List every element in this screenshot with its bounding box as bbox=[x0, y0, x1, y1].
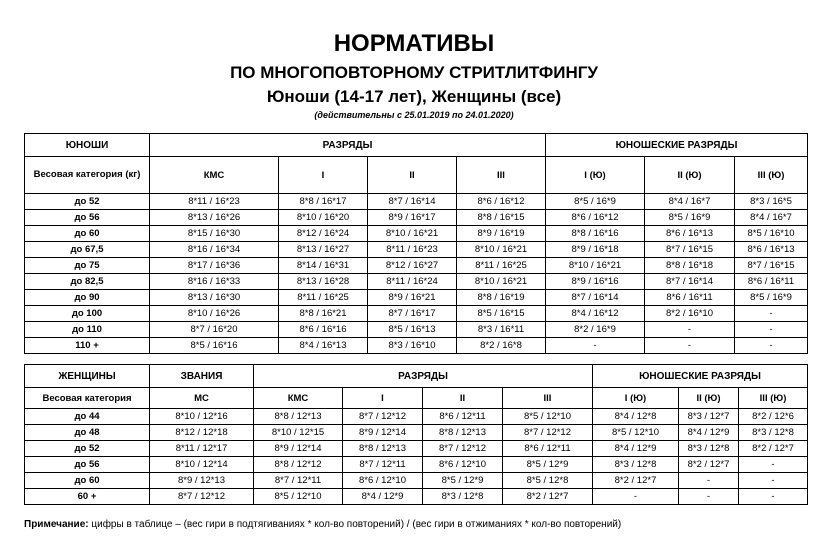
boys-standard-cell: 8*6 / 16*11 bbox=[735, 274, 808, 290]
boys-standard-cell: 8*16 / 16*33 bbox=[150, 274, 279, 290]
women-standard-cell: 8*4 / 12*9 bbox=[593, 441, 679, 457]
boys-standard-cell: 8*5 / 16*9 bbox=[645, 210, 735, 226]
women-weight-category: до 48 bbox=[25, 425, 150, 441]
boys-standard-cell: 8*7 / 16*14 bbox=[645, 274, 735, 290]
women-standard-cell: 8*8 / 12*13 bbox=[423, 425, 503, 441]
women-table-row bbox=[25, 489, 808, 505]
women-col-header: МС bbox=[150, 388, 254, 409]
women-table-row bbox=[25, 409, 808, 425]
women-col-header: I (Ю) bbox=[593, 388, 679, 409]
women-table-row bbox=[25, 441, 808, 457]
boys-standard-cell: 8*15 / 16*30 bbox=[150, 226, 279, 242]
boys-standard-cell: 8*13 / 16*27 bbox=[279, 242, 368, 258]
women-standard-cell: - bbox=[739, 457, 808, 473]
page-subtitle: ПО МНОГОПОВТОРНОМУ СТРИТЛИТФИНГУ bbox=[230, 63, 598, 82]
boys-standard-cell: 8*5 / 16*16 bbox=[150, 338, 279, 354]
women-standard-cell: 8*11 / 12*17 bbox=[150, 441, 254, 457]
women-weight-category: 60 + bbox=[25, 489, 150, 505]
boys-table-row bbox=[25, 242, 808, 258]
boys-col-header: II bbox=[368, 157, 457, 194]
women-standard-cell: 8*8 / 12*12 bbox=[254, 457, 343, 473]
boys-standard-cell: 8*5 / 16*9 bbox=[735, 290, 808, 306]
boys-standard-cell: 8*8 / 16*16 bbox=[546, 226, 645, 242]
boys-standard-cell: 8*9 / 16*17 bbox=[368, 210, 457, 226]
women-standard-cell: 8*10 / 12*15 bbox=[254, 425, 343, 441]
women-standard-cell: 8*5 / 12*10 bbox=[593, 425, 679, 441]
women-standard-cell: 8*5 / 12*9 bbox=[503, 457, 593, 473]
women-weight-category: до 60 bbox=[25, 473, 150, 489]
footnote-text: цифры в таблице – (вес гири в подтягиваниях * кол-во повторений) / (вес гири в отжиманиях * кол-во повторений) bbox=[91, 519, 622, 530]
women-weight-category: до 56 bbox=[25, 457, 150, 473]
women-standard-cell: 8*2 / 12*7 bbox=[503, 489, 593, 505]
boys-standard-cell: 8*13 / 16*26 bbox=[150, 210, 279, 226]
boys-weight-category-header: Весовая категория (кг) bbox=[25, 157, 150, 194]
boys-group-label: ЮНОШИ bbox=[25, 134, 150, 157]
women-standard-cell: - bbox=[593, 489, 679, 505]
boys-standard-cell: 8*11 / 16*25 bbox=[457, 258, 546, 274]
boys-standard-cell: 8*8 / 16*17 bbox=[279, 194, 368, 210]
boys-standard-cell: 8*9 / 16*19 bbox=[457, 226, 546, 242]
boys-standard-cell: - bbox=[645, 322, 735, 338]
women-table-row bbox=[25, 425, 808, 441]
boys-table-row bbox=[25, 210, 808, 226]
boys-table-row bbox=[25, 194, 808, 210]
boys-table-row bbox=[25, 338, 808, 354]
women-standard-cell: 8*5 / 12*10 bbox=[254, 489, 343, 505]
boys-standard-cell: - bbox=[735, 338, 808, 354]
women-standard-cell: 8*2 / 12*7 bbox=[679, 457, 739, 473]
women-standard-cell: 8*7 / 12*12 bbox=[343, 409, 423, 425]
boys-standard-cell: 8*13 / 16*28 bbox=[279, 274, 368, 290]
women-standard-cell: 8*4 / 12*9 bbox=[343, 489, 423, 505]
boys-standard-cell: - bbox=[546, 338, 645, 354]
boys-standard-cell: - bbox=[735, 306, 808, 322]
women-standard-cell: 8*4 / 12*9 bbox=[679, 425, 739, 441]
boys-col-header: I (Ю) bbox=[546, 157, 645, 194]
boys-weight-category: до 52 bbox=[25, 194, 150, 210]
boys-standard-cell: 8*6 / 16*13 bbox=[645, 226, 735, 242]
boys-standard-cell: 8*7 / 16*14 bbox=[368, 194, 457, 210]
boys-standard-cell: 8*8 / 16*15 bbox=[457, 210, 546, 226]
boys-youth-ranks-label: ЮНОШЕСКИЕ РАЗРЯДЫ bbox=[546, 134, 808, 157]
boys-column-header-row bbox=[25, 157, 808, 194]
boys-col-header: I bbox=[279, 157, 368, 194]
boys-standard-cell: 8*9 / 16*18 bbox=[546, 242, 645, 258]
footnote-label: Примечание: bbox=[24, 519, 89, 530]
women-standard-cell: 8*4 / 12*8 bbox=[593, 409, 679, 425]
boys-weight-category: до 100 bbox=[25, 306, 150, 322]
boys-standard-cell: 8*6 / 16*12 bbox=[457, 194, 546, 210]
boys-weight-category: до 56 bbox=[25, 210, 150, 226]
boys-standard-cell: 8*2 / 16*8 bbox=[457, 338, 546, 354]
women-standard-cell: 8*9 / 12*13 bbox=[150, 473, 254, 489]
women-group-header-row bbox=[25, 365, 808, 388]
boys-ranks-label: РАЗРЯДЫ bbox=[150, 134, 546, 157]
women-ranks-label: РАЗРЯДЫ bbox=[254, 365, 593, 388]
women-standard-cell: - bbox=[679, 473, 739, 489]
boys-table-row bbox=[25, 290, 808, 306]
women-standard-cell: 8*3 / 12*7 bbox=[679, 409, 739, 425]
women-titles-label: ЗВАНИЯ bbox=[150, 365, 254, 388]
boys-standard-cell: 8*11 / 16*25 bbox=[279, 290, 368, 306]
boys-standard-cell: 8*9 / 16*16 bbox=[546, 274, 645, 290]
boys-standard-cell: 8*4 / 16*12 bbox=[546, 306, 645, 322]
women-standard-cell: 8*3 / 12*8 bbox=[593, 457, 679, 473]
boys-standard-cell: 8*11 / 16*23 bbox=[150, 194, 279, 210]
women-standard-cell: - bbox=[739, 489, 808, 505]
boys-col-header: III bbox=[457, 157, 546, 194]
boys-standard-cell: 8*8 / 16*21 bbox=[279, 306, 368, 322]
women-standard-cell: 8*7 / 12*12 bbox=[503, 425, 593, 441]
boys-weight-category: 110 + bbox=[25, 338, 150, 354]
women-standard-cell: 8*8 / 12*13 bbox=[343, 441, 423, 457]
boys-standard-cell: 8*5 / 16*9 bbox=[546, 194, 645, 210]
boys-weight-category: до 110 bbox=[25, 322, 150, 338]
boys-col-header: II (Ю) bbox=[645, 157, 735, 194]
boys-standard-cell: 8*5 / 16*15 bbox=[457, 306, 546, 322]
women-standard-cell: 8*2 / 12*6 bbox=[739, 409, 808, 425]
women-col-header: II bbox=[423, 388, 503, 409]
boys-group-header-row bbox=[25, 134, 808, 157]
boys-standard-cell: 8*7 / 16*20 bbox=[150, 322, 279, 338]
boys-table-row bbox=[25, 258, 808, 274]
boys-standard-cell: 8*7 / 16*17 bbox=[368, 306, 457, 322]
women-standard-cell: 8*9 / 12*14 bbox=[343, 425, 423, 441]
women-standard-cell: 8*6 / 12*11 bbox=[503, 441, 593, 457]
boys-standard-cell: 8*12 / 16*24 bbox=[279, 226, 368, 242]
boys-weight-category: до 60 bbox=[25, 226, 150, 242]
boys-col-header: III (Ю) bbox=[735, 157, 808, 194]
women-standard-cell: 8*6 / 12*10 bbox=[343, 473, 423, 489]
boys-standard-cell: 8*3 / 16*11 bbox=[457, 322, 546, 338]
boys-standard-cell: 8*6 / 16*16 bbox=[279, 322, 368, 338]
boys-standard-cell: 8*7 / 16*15 bbox=[735, 258, 808, 274]
boys-standard-cell: 8*3 / 16*5 bbox=[735, 194, 808, 210]
boys-standard-cell: 8*16 / 16*34 bbox=[150, 242, 279, 258]
women-standard-cell: 8*10 / 12*16 bbox=[150, 409, 254, 425]
boys-standard-cell: 8*8 / 16*19 bbox=[457, 290, 546, 306]
women-standard-cell: 8*3 / 12*8 bbox=[739, 425, 808, 441]
boys-weight-category: до 82,5 bbox=[25, 274, 150, 290]
women-col-header: I bbox=[343, 388, 423, 409]
women-standard-cell: 8*5 / 12*9 bbox=[423, 473, 503, 489]
women-col-header: III (Ю) bbox=[739, 388, 808, 409]
boys-standard-cell: 8*10 / 16*21 bbox=[457, 274, 546, 290]
boys-standard-cell: 8*12 / 16*27 bbox=[368, 258, 457, 274]
page-title: НОРМАТИВЫ bbox=[333, 30, 495, 57]
women-col-header: II (Ю) bbox=[679, 388, 739, 409]
boys-standard-cell: 8*10 / 16*21 bbox=[368, 226, 457, 242]
boys-table-row bbox=[25, 226, 808, 242]
boys-standard-cell: 8*10 / 16*21 bbox=[546, 258, 645, 274]
boys-standard-cell: 8*5 / 16*13 bbox=[368, 322, 457, 338]
women-standard-cell: 8*9 / 12*14 bbox=[254, 441, 343, 457]
women-standard-cell: 8*7 / 12*12 bbox=[150, 489, 254, 505]
women-standards-table bbox=[24, 364, 808, 505]
women-standard-cell: 8*5 / 12*8 bbox=[503, 473, 593, 489]
women-group-label: ЖЕНЩИНЫ bbox=[25, 365, 150, 388]
boys-weight-category: до 67,5 bbox=[25, 242, 150, 258]
boys-standard-cell: 8*11 / 16*23 bbox=[368, 242, 457, 258]
boys-standard-cell: 8*13 / 16*30 bbox=[150, 290, 279, 306]
footnote bbox=[24, 519, 621, 530]
women-youth-ranks-label: ЮНОШЕСКИЕ РАЗРЯДЫ bbox=[593, 365, 808, 388]
boys-standard-cell: 8*9 / 16*21 bbox=[368, 290, 457, 306]
women-standard-cell: 8*6 / 12*10 bbox=[423, 457, 503, 473]
boys-standard-cell: 8*14 / 16*31 bbox=[279, 258, 368, 274]
boys-table-row bbox=[25, 306, 808, 322]
boys-standard-cell: 8*6 / 16*11 bbox=[645, 290, 735, 306]
women-weight-category: до 52 bbox=[25, 441, 150, 457]
women-col-header: КМС bbox=[254, 388, 343, 409]
boys-standard-cell: 8*5 / 16*10 bbox=[735, 226, 808, 242]
boys-standard-cell: 8*4 / 16*13 bbox=[279, 338, 368, 354]
women-standard-cell: - bbox=[679, 489, 739, 505]
boys-standard-cell: - bbox=[645, 338, 735, 354]
boys-standard-cell: 8*6 / 16*12 bbox=[546, 210, 645, 226]
women-standard-cell: 8*7 / 12*11 bbox=[343, 457, 423, 473]
women-table-row bbox=[25, 457, 808, 473]
boys-standard-cell: 8*7 / 16*14 bbox=[546, 290, 645, 306]
boys-standard-cell: 8*2 / 16*9 bbox=[546, 322, 645, 338]
boys-standard-cell: 8*10 / 16*26 bbox=[150, 306, 279, 322]
women-standard-cell: 8*2 / 12*7 bbox=[739, 441, 808, 457]
women-col-header: III bbox=[503, 388, 593, 409]
women-standard-cell: 8*6 / 12*11 bbox=[423, 409, 503, 425]
women-standard-cell: 8*3 / 12*8 bbox=[423, 489, 503, 505]
women-column-header-row bbox=[25, 388, 808, 409]
women-standard-cell: 8*10 / 12*14 bbox=[150, 457, 254, 473]
women-table-row bbox=[25, 473, 808, 489]
women-weight-category-header: Весовая категория bbox=[25, 388, 150, 409]
boys-standard-cell: 8*11 / 16*24 bbox=[368, 274, 457, 290]
validity-period: (действительны с 25.01.2019 по 24.01.2020) bbox=[314, 110, 514, 120]
women-standard-cell: - bbox=[739, 473, 808, 489]
women-standard-cell: 8*7 / 12*11 bbox=[254, 473, 343, 489]
boys-weight-category: до 75 bbox=[25, 258, 150, 274]
boys-standards-table bbox=[24, 133, 808, 354]
boys-standard-cell: 8*3 / 16*10 bbox=[368, 338, 457, 354]
women-standard-cell: 8*2 / 12*7 bbox=[593, 473, 679, 489]
boys-standard-cell: 8*4 / 16*7 bbox=[735, 210, 808, 226]
women-standard-cell: 8*7 / 12*12 bbox=[423, 441, 503, 457]
boys-standard-cell: 8*17 / 16*36 bbox=[150, 258, 279, 274]
women-weight-category: до 44 bbox=[25, 409, 150, 425]
women-standard-cell: 8*3 / 12*8 bbox=[679, 441, 739, 457]
boys-standard-cell: - bbox=[735, 322, 808, 338]
boys-standard-cell: 8*8 / 16*18 bbox=[645, 258, 735, 274]
boys-table-row bbox=[25, 322, 808, 338]
boys-standard-cell: 8*6 / 16*13 bbox=[735, 242, 808, 258]
boys-standard-cell: 8*7 / 16*15 bbox=[645, 242, 735, 258]
boys-standard-cell: 8*2 / 16*10 bbox=[645, 306, 735, 322]
boys-table-row bbox=[25, 274, 808, 290]
boys-standard-cell: 8*10 / 16*20 bbox=[279, 210, 368, 226]
boys-col-header: КМС bbox=[150, 157, 279, 194]
boys-standard-cell: 8*10 / 16*21 bbox=[457, 242, 546, 258]
boys-standard-cell: 8*4 / 16*7 bbox=[645, 194, 735, 210]
women-standard-cell: 8*8 / 12*13 bbox=[254, 409, 343, 425]
women-standard-cell: 8*5 / 12*10 bbox=[503, 409, 593, 425]
groups-heading: Юноши (14-17 лет), Женщины (все) bbox=[266, 87, 562, 106]
boys-weight-category: до 90 bbox=[25, 290, 150, 306]
women-standard-cell: 8*12 / 12*18 bbox=[150, 425, 254, 441]
